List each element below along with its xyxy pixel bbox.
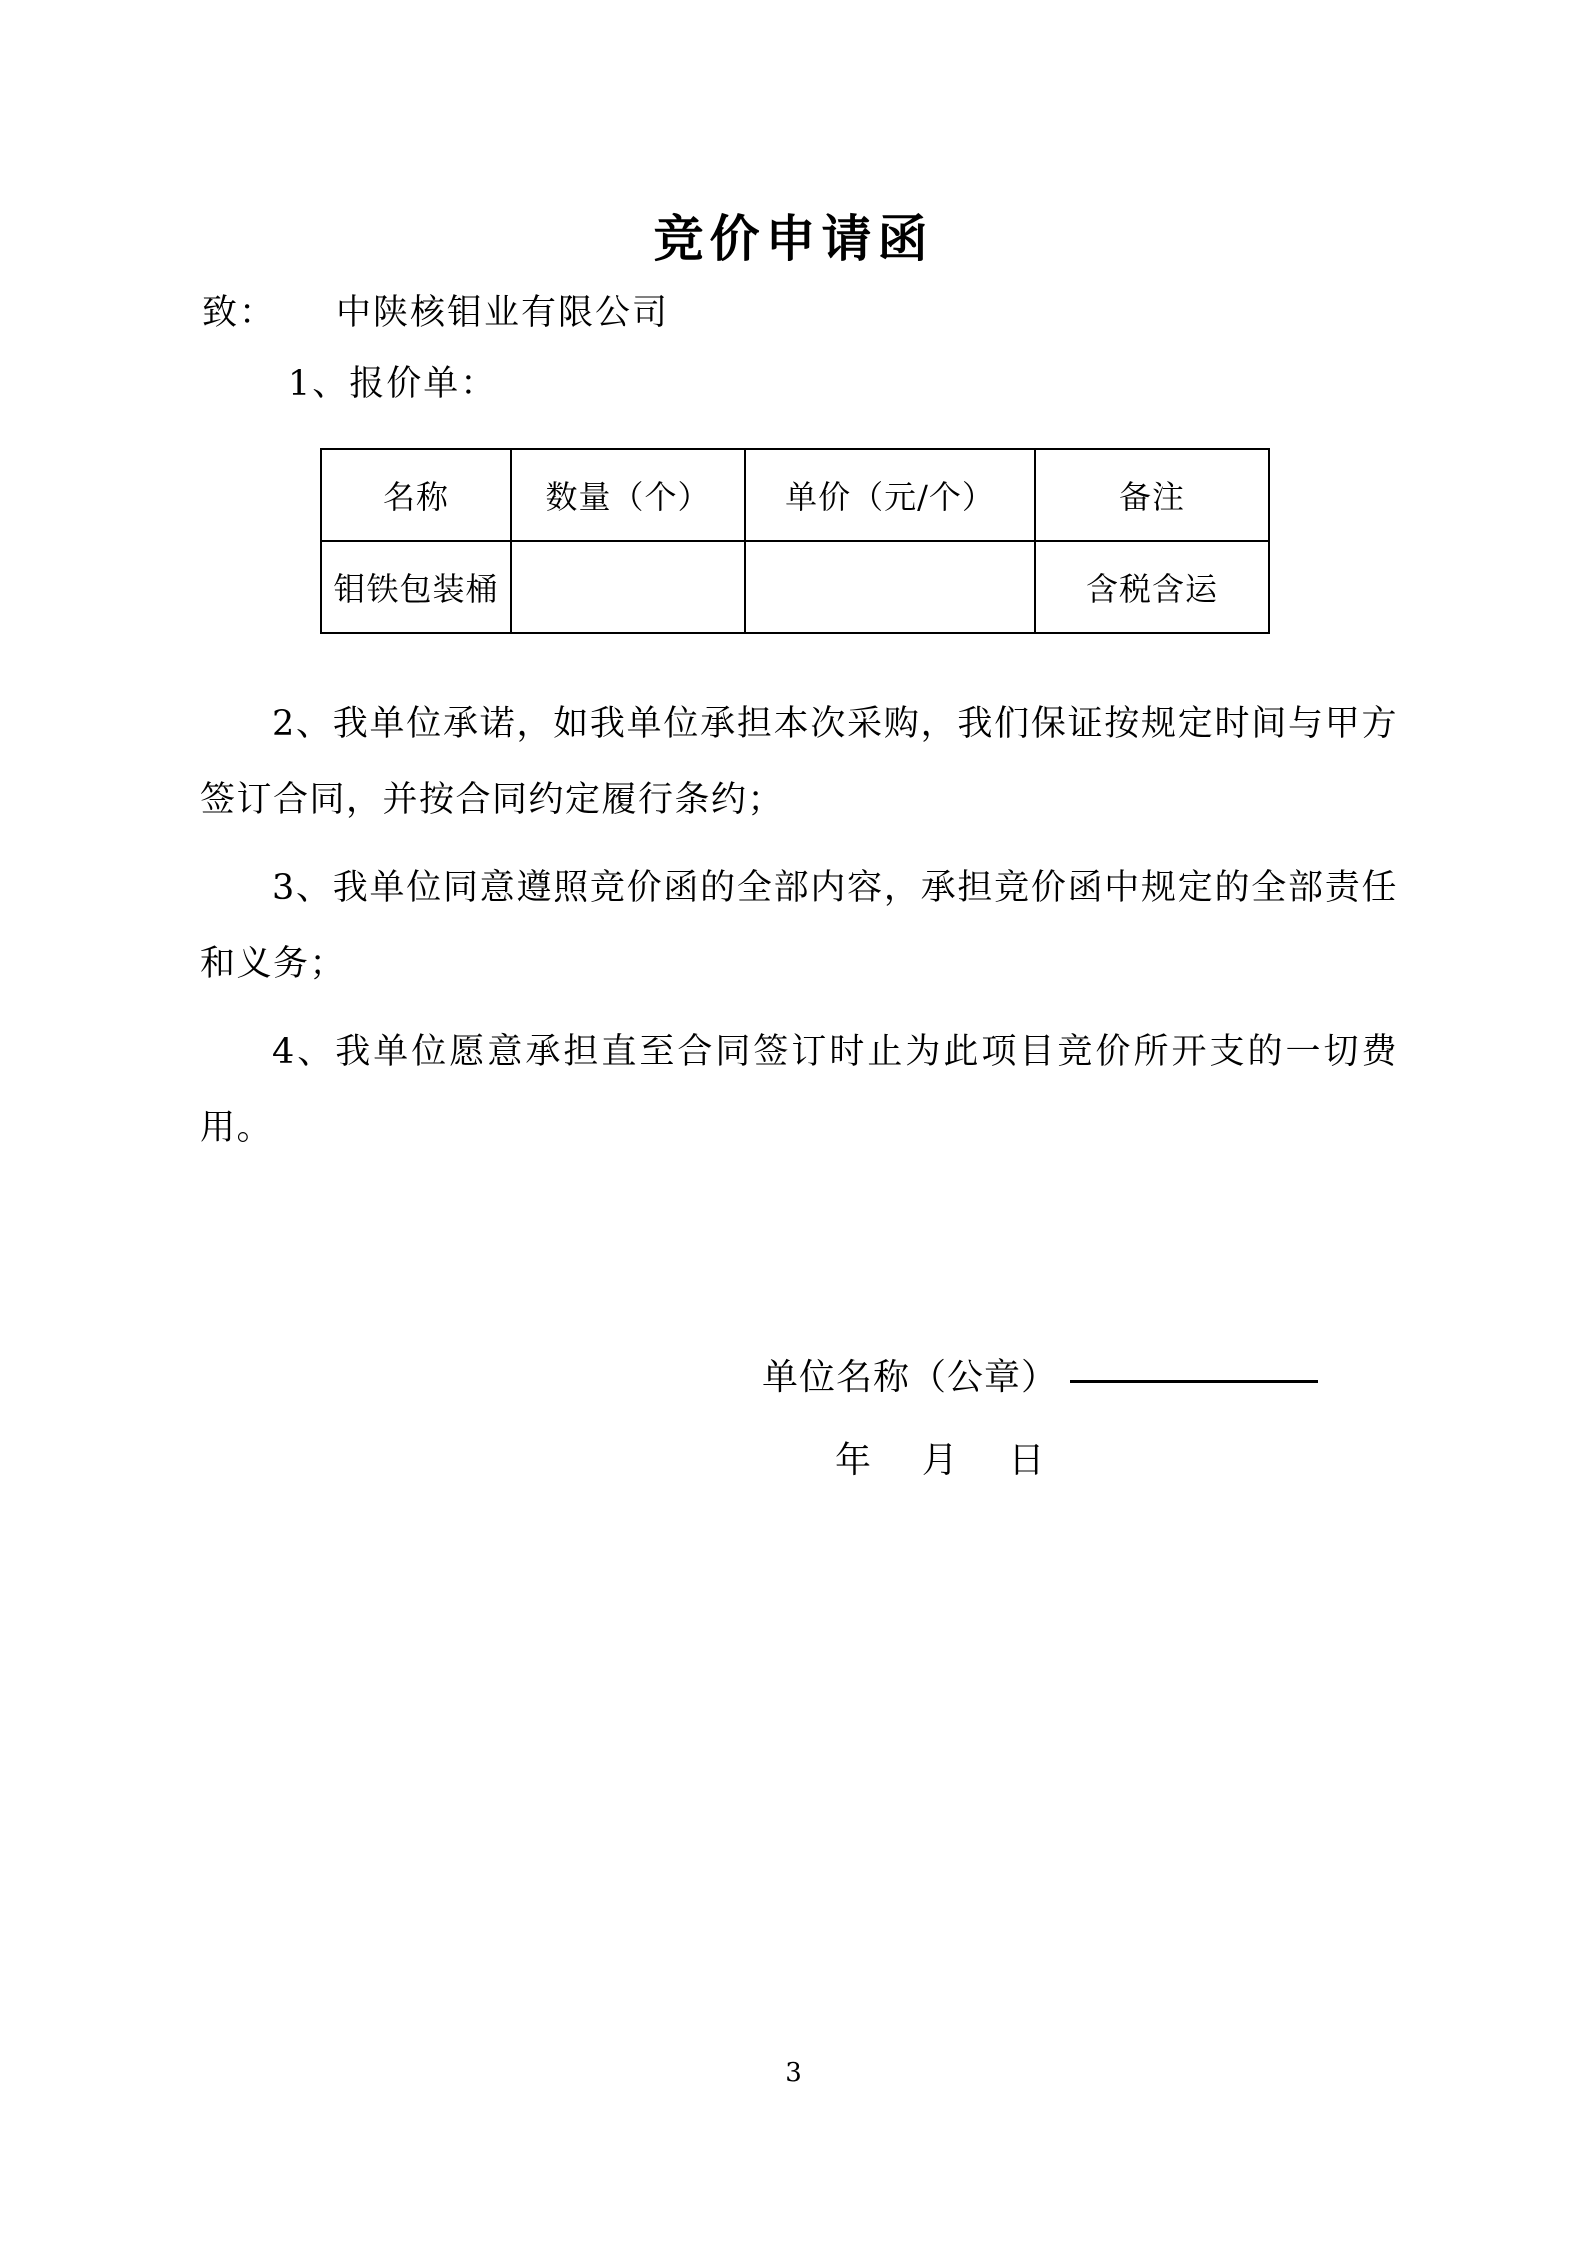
table-header-note: 备注 (1035, 449, 1269, 541)
table-header-row (321, 449, 1269, 541)
cell-item-note: 含税含运 (1035, 541, 1269, 633)
cell-item-name: 钼铁包装桶 (321, 541, 511, 633)
table-header-quantity: 数量（个） (511, 449, 745, 541)
paragraph-commitment-contract: 2、我单位承诺，如我单位承担本次采购，我们保证按规定时间与甲方签订合同，并按合同约定履行条约； (200, 704, 1398, 820)
company-seal-line (762, 1349, 1318, 1400)
cell-item-quantity[interactable] (511, 541, 745, 633)
table-header-unitprice: 单价（元/个） (745, 449, 1035, 541)
date-line[interactable]: 年 月 日 (835, 1440, 1046, 1481)
addressee-label: 致： (202, 293, 277, 333)
company-seal-label: 单位名称（公章） (762, 1357, 1059, 1398)
cell-item-unit-price[interactable] (745, 541, 1035, 633)
table-row (321, 541, 1269, 633)
paragraph-bear-expenses: 4、我单位愿意承担直至合同签订时止为此项目竞价所开支的一切费用。 (200, 1032, 1398, 1148)
section-label-quote-sheet: 1、报价单： (288, 364, 498, 404)
page-number: 3 (785, 2058, 802, 2088)
company-seal-blank[interactable] (1070, 1354, 1318, 1383)
paragraph-accept-bid-terms: 3、我单位同意遵照竞价函的全部内容，承担竞价函中规定的全部责任和义务； (200, 868, 1398, 984)
addressee-text (202, 292, 669, 334)
addressee-company-name: 中陕核钼业有限公司 (336, 293, 670, 333)
quote-table (320, 448, 1270, 634)
page-title: 竞价申请函 (653, 208, 934, 268)
table-header-name: 名称 (321, 449, 511, 541)
